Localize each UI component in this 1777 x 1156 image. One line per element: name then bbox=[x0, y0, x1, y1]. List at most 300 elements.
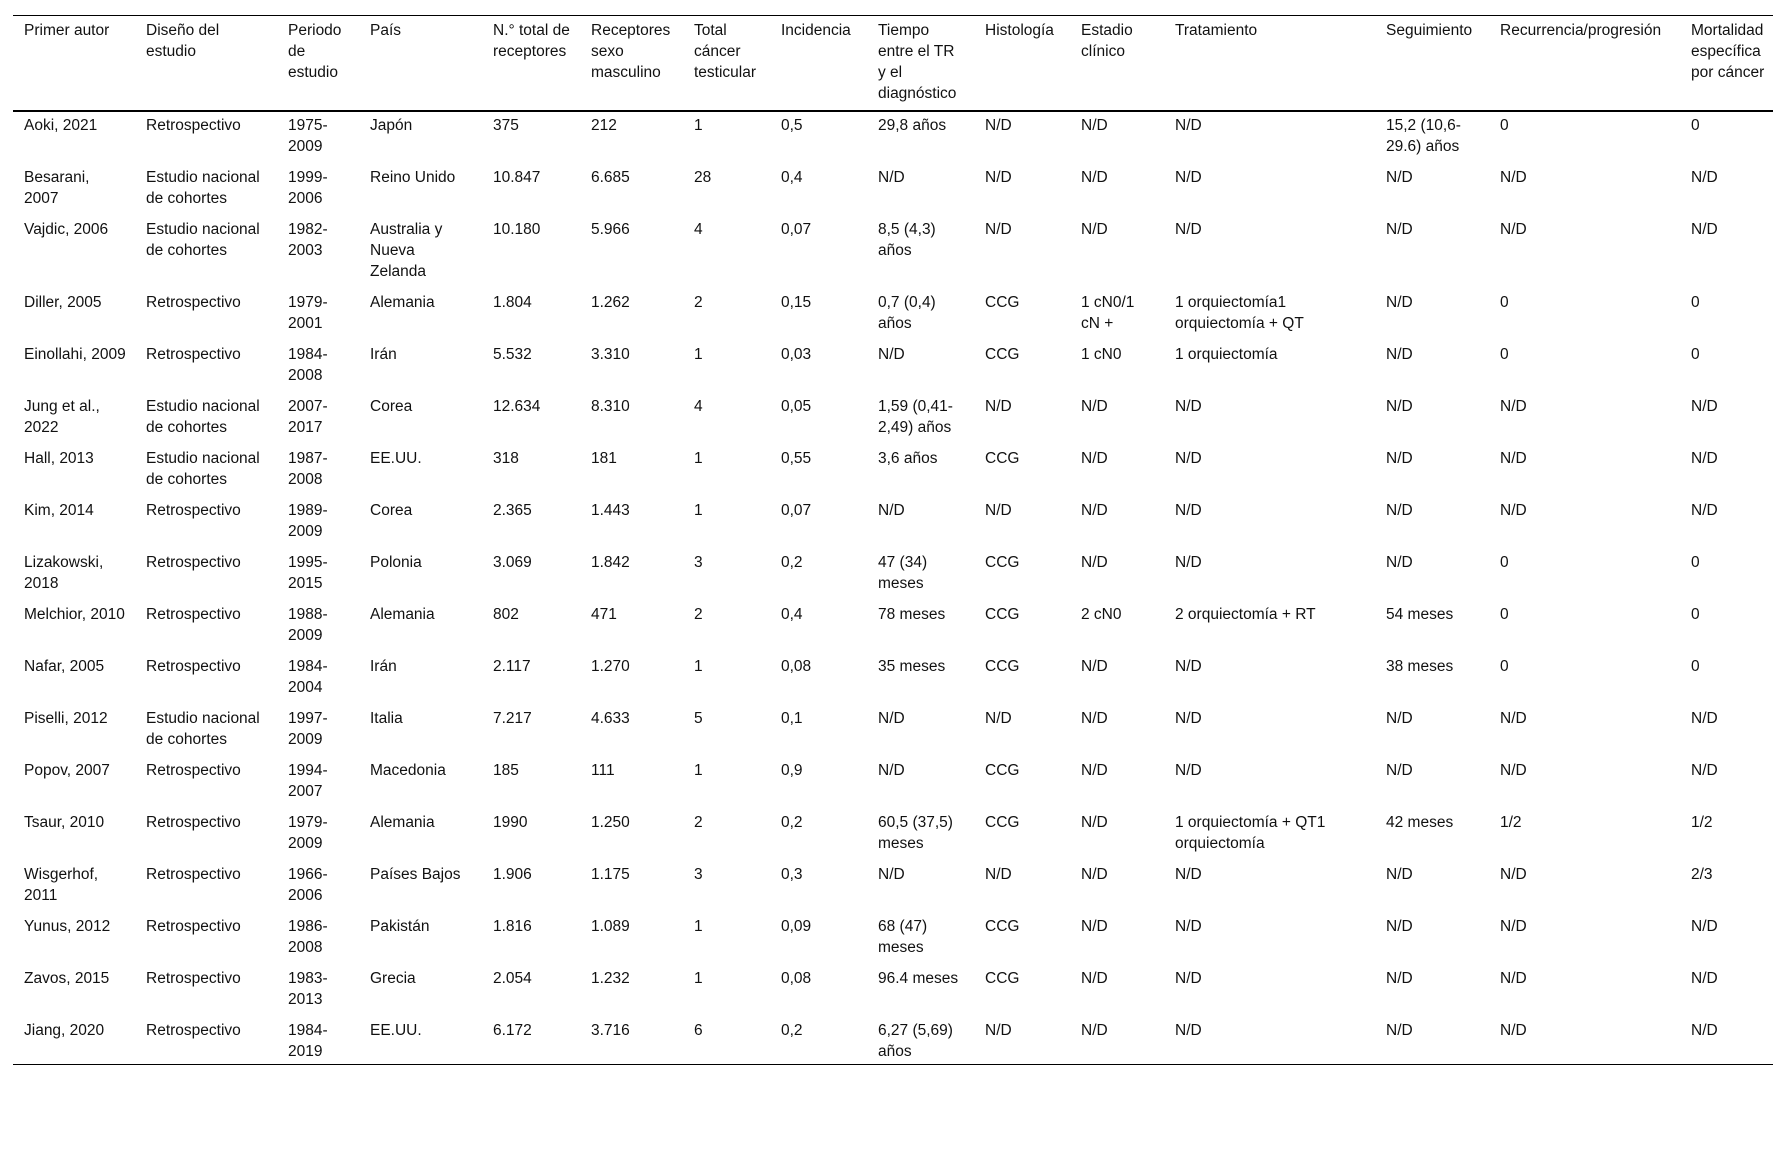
col-histologia-cell bbox=[974, 1012, 1070, 1065]
cell-value: Alemania bbox=[370, 294, 435, 311]
col-receptores-masculino-cell bbox=[580, 492, 683, 544]
table-row bbox=[13, 492, 1773, 544]
cell-value: CCG bbox=[985, 450, 1020, 467]
col-diseno-estudio-cell bbox=[135, 648, 277, 700]
col-pais-cell bbox=[359, 211, 482, 284]
cell-value: N/D bbox=[1175, 398, 1202, 415]
col-total-receptores-cell bbox=[482, 544, 580, 596]
cell-value: N/D bbox=[878, 762, 905, 779]
cell-value: N/D bbox=[1081, 762, 1108, 779]
cell-value: Estudio nacional de cohortes bbox=[146, 221, 265, 259]
cell-value: N/D bbox=[985, 117, 1012, 134]
col-tiempo-diagnostico-header bbox=[867, 16, 974, 112]
header-label: Incidencia bbox=[781, 22, 851, 39]
cell-value: N/D bbox=[1175, 1022, 1202, 1039]
col-estadio-clinico-cell bbox=[1070, 211, 1164, 284]
col-primer-autor-cell bbox=[13, 856, 135, 908]
col-seguimiento-cell bbox=[1375, 596, 1489, 648]
cell-value: 1/2 bbox=[1500, 814, 1522, 831]
header-label: Periodo de estudio bbox=[288, 22, 346, 81]
cell-value: Retrospectivo bbox=[146, 918, 241, 935]
cell-value: N/D bbox=[1175, 502, 1202, 519]
cell-value: Alemania bbox=[370, 814, 435, 831]
cell-value: 1990 bbox=[493, 814, 528, 831]
col-pais-cell bbox=[359, 960, 482, 1012]
col-diseno-estudio-cell bbox=[135, 752, 277, 804]
col-periodo-estudio-cell bbox=[277, 752, 359, 804]
col-seguimiento-cell bbox=[1375, 284, 1489, 336]
col-total-cancer-cell bbox=[683, 159, 770, 211]
cell-value: 6.172 bbox=[493, 1022, 532, 1039]
cell-value: 2 bbox=[694, 606, 703, 623]
cell-value: Estudio nacional de cohortes bbox=[146, 398, 265, 436]
cell-value: N/D bbox=[1081, 658, 1108, 675]
col-mortalidad-cell bbox=[1680, 700, 1773, 752]
cell-value: Zavos, 2015 bbox=[24, 970, 110, 987]
col-total-receptores-header bbox=[482, 16, 580, 112]
col-recurrencia-cell bbox=[1489, 440, 1680, 492]
col-incidencia-cell bbox=[770, 544, 867, 596]
table-row bbox=[13, 960, 1773, 1012]
col-receptores-masculino-cell bbox=[580, 960, 683, 1012]
col-mortalidad-cell bbox=[1680, 804, 1773, 856]
cell-value: N/D bbox=[878, 710, 905, 727]
col-tiempo-diagnostico-cell bbox=[867, 159, 974, 211]
cell-value: 1/2 bbox=[1691, 814, 1713, 831]
cell-value: 1966-2006 bbox=[288, 866, 328, 904]
col-recurrencia-cell bbox=[1489, 856, 1680, 908]
col-periodo-estudio-cell bbox=[277, 440, 359, 492]
cell-value: 2007-2017 bbox=[288, 398, 328, 436]
cell-value: 42 meses bbox=[1386, 814, 1454, 831]
col-primer-autor-cell bbox=[13, 752, 135, 804]
col-total-cancer-cell bbox=[683, 388, 770, 440]
cell-value: 1999-2006 bbox=[288, 169, 328, 207]
cell-value: 2.117 bbox=[493, 658, 531, 675]
col-total-receptores-cell bbox=[482, 492, 580, 544]
col-recurrencia-cell bbox=[1489, 700, 1680, 752]
col-primer-autor-cell bbox=[13, 544, 135, 596]
cell-value: 2.365 bbox=[493, 502, 532, 519]
col-total-cancer-cell bbox=[683, 960, 770, 1012]
col-primer-autor-cell bbox=[13, 336, 135, 388]
col-total-cancer-cell bbox=[683, 544, 770, 596]
cell-value: 212 bbox=[591, 117, 617, 134]
col-receptores-masculino-cell bbox=[580, 648, 683, 700]
cell-value: N/D bbox=[1175, 866, 1202, 883]
col-incidencia-cell bbox=[770, 1012, 867, 1065]
col-histologia-cell bbox=[974, 648, 1070, 700]
col-total-cancer-cell bbox=[683, 752, 770, 804]
col-primer-autor-cell bbox=[13, 492, 135, 544]
col-total-cancer-cell bbox=[683, 596, 770, 648]
cell-value: Retrospectivo bbox=[146, 866, 241, 883]
cell-value: 3 bbox=[694, 554, 703, 571]
col-primer-autor-cell bbox=[13, 211, 135, 284]
col-tiempo-diagnostico-cell bbox=[867, 908, 974, 960]
col-histologia-cell bbox=[974, 211, 1070, 284]
cell-value: 0 bbox=[1500, 346, 1509, 363]
header-label: Mortalidad específica por cáncer bbox=[1691, 22, 1768, 81]
cell-value: 0,55 bbox=[781, 450, 812, 467]
header-label: Tiempo entre el TR y el diagnóstico bbox=[878, 22, 959, 102]
cell-value: CCG bbox=[985, 970, 1020, 987]
col-estadio-clinico-cell bbox=[1070, 908, 1164, 960]
cell-value: 1 bbox=[694, 346, 703, 363]
header-label: Recurrencia/progresión bbox=[1500, 22, 1662, 39]
cell-value: 0 bbox=[1500, 658, 1509, 675]
col-mortalidad-cell bbox=[1680, 388, 1773, 440]
cell-value: 0 bbox=[1500, 294, 1509, 311]
cell-value: N/D bbox=[1691, 169, 1718, 186]
cell-value: N/D bbox=[985, 398, 1012, 415]
col-total-receptores-cell bbox=[482, 596, 580, 648]
table-row bbox=[13, 159, 1773, 211]
col-receptores-masculino-cell bbox=[580, 440, 683, 492]
col-histologia-cell bbox=[974, 960, 1070, 1012]
col-recurrencia-cell bbox=[1489, 284, 1680, 336]
cell-value: 96.4 meses bbox=[878, 970, 959, 987]
col-primer-autor-cell bbox=[13, 1012, 135, 1065]
col-tratamiento-cell bbox=[1164, 1012, 1375, 1065]
cell-value: Wisgerhof, 2011 bbox=[24, 866, 103, 904]
col-pais-cell bbox=[359, 544, 482, 596]
col-receptores-masculino-cell bbox=[580, 336, 683, 388]
col-diseno-estudio-cell bbox=[135, 804, 277, 856]
cell-value: Pakistán bbox=[370, 918, 430, 935]
col-tratamiento-cell bbox=[1164, 960, 1375, 1012]
cell-value: N/D bbox=[1386, 762, 1413, 779]
col-mortalidad-cell bbox=[1680, 336, 1773, 388]
col-total-cancer-cell bbox=[683, 211, 770, 284]
cell-value: N/D bbox=[1081, 502, 1108, 519]
cell-value: N/D bbox=[1691, 918, 1718, 935]
col-recurrencia-cell bbox=[1489, 159, 1680, 211]
cell-value: N/D bbox=[1500, 866, 1527, 883]
col-seguimiento-cell bbox=[1375, 492, 1489, 544]
cell-value: 35 meses bbox=[878, 658, 946, 675]
cell-value: N/D bbox=[1386, 346, 1413, 363]
cell-value: N/D bbox=[1691, 398, 1718, 415]
col-histologia-cell bbox=[974, 492, 1070, 544]
col-seguimiento-cell bbox=[1375, 648, 1489, 700]
col-diseno-estudio-header bbox=[135, 16, 277, 112]
cell-value: Retrospectivo bbox=[146, 1022, 241, 1039]
cell-value: 6,27 (5,69) años bbox=[878, 1022, 958, 1060]
cell-value: 6 bbox=[694, 1022, 703, 1039]
header-label: Tratamiento bbox=[1175, 22, 1258, 39]
cell-value: 181 bbox=[591, 450, 617, 467]
col-tratamiento-cell bbox=[1164, 700, 1375, 752]
cell-value: N/D bbox=[1691, 221, 1718, 238]
cell-value: N/D bbox=[1500, 710, 1527, 727]
col-periodo-estudio-header bbox=[277, 16, 359, 112]
cell-value: Retrospectivo bbox=[146, 970, 241, 987]
table-row bbox=[13, 284, 1773, 336]
cell-value: Corea bbox=[370, 398, 413, 415]
col-receptores-masculino-cell bbox=[580, 388, 683, 440]
cell-value: 0,3 bbox=[781, 866, 803, 883]
col-mortalidad-cell bbox=[1680, 648, 1773, 700]
cell-value: 5.966 bbox=[591, 221, 630, 238]
col-mortalidad-cell bbox=[1680, 284, 1773, 336]
col-estadio-clinico-cell bbox=[1070, 544, 1164, 596]
cell-value: 1 bbox=[694, 918, 703, 935]
col-histologia-cell bbox=[974, 284, 1070, 336]
col-incidencia-header bbox=[770, 16, 867, 112]
col-tiempo-diagnostico-cell bbox=[867, 960, 974, 1012]
cell-value: N/D bbox=[1386, 169, 1413, 186]
col-diseno-estudio-cell bbox=[135, 960, 277, 1012]
col-estadio-clinico-cell bbox=[1070, 856, 1164, 908]
col-estadio-clinico-cell bbox=[1070, 700, 1164, 752]
col-pais-cell bbox=[359, 700, 482, 752]
cell-value: N/D bbox=[1691, 450, 1718, 467]
cell-value: 1.270 bbox=[591, 658, 630, 675]
table-body bbox=[13, 111, 1773, 1065]
cell-value: 2 bbox=[694, 814, 703, 831]
cell-value: N/D bbox=[1386, 450, 1413, 467]
cell-value: CCG bbox=[985, 554, 1020, 571]
col-estadio-clinico-cell bbox=[1070, 492, 1164, 544]
cell-value: N/D bbox=[1691, 970, 1718, 987]
col-histologia-cell bbox=[974, 388, 1070, 440]
table-row bbox=[13, 440, 1773, 492]
col-estadio-clinico-cell bbox=[1070, 1012, 1164, 1065]
col-pais-cell bbox=[359, 336, 482, 388]
cell-value: 1979-2009 bbox=[288, 814, 328, 852]
cell-value: N/D bbox=[1081, 554, 1108, 571]
col-periodo-estudio-cell bbox=[277, 960, 359, 1012]
cell-value: 1,59 (0,41-2,49) años bbox=[878, 398, 953, 436]
cell-value: 1.175 bbox=[591, 866, 630, 883]
cell-value: 1 bbox=[694, 450, 703, 467]
cell-value: Reino Unido bbox=[370, 169, 456, 186]
col-seguimiento-cell bbox=[1375, 111, 1489, 159]
col-incidencia-cell bbox=[770, 111, 867, 159]
col-periodo-estudio-cell bbox=[277, 700, 359, 752]
cell-value: N/D bbox=[1081, 970, 1108, 987]
col-receptores-masculino-cell bbox=[580, 159, 683, 211]
cell-value: 0 bbox=[1500, 554, 1509, 571]
cell-value: N/D bbox=[1175, 658, 1202, 675]
cell-value: 7.217 bbox=[493, 710, 532, 727]
cell-value: 0,2 bbox=[781, 554, 803, 571]
col-mortalidad-header bbox=[1680, 16, 1773, 112]
col-recurrencia-cell bbox=[1489, 596, 1680, 648]
cell-value: 0 bbox=[1691, 346, 1700, 363]
cell-value: 1 bbox=[694, 117, 703, 134]
col-tratamiento-cell bbox=[1164, 804, 1375, 856]
cell-value: N/D bbox=[1175, 970, 1202, 987]
cell-value: 0,15 bbox=[781, 294, 812, 311]
cell-value: Retrospectivo bbox=[146, 762, 241, 779]
col-total-cancer-cell bbox=[683, 492, 770, 544]
col-seguimiento-cell bbox=[1375, 544, 1489, 596]
col-mortalidad-cell bbox=[1680, 111, 1773, 159]
col-incidencia-cell bbox=[770, 908, 867, 960]
cell-value: N/D bbox=[1500, 1022, 1527, 1039]
cell-value: 0 bbox=[1691, 658, 1700, 675]
col-total-receptores-cell bbox=[482, 908, 580, 960]
cell-value: 4.633 bbox=[591, 710, 630, 727]
col-seguimiento-cell bbox=[1375, 752, 1489, 804]
table-row bbox=[13, 908, 1773, 960]
header-label: País bbox=[370, 22, 402, 39]
header-label: Primer autor bbox=[24, 22, 110, 39]
cell-value: 10.180 bbox=[493, 221, 541, 238]
cell-value: 1 orquiectomía1 orquiectomía + QT bbox=[1175, 294, 1304, 332]
cell-value: 0,08 bbox=[781, 658, 812, 675]
col-total-receptores-cell bbox=[482, 440, 580, 492]
cell-value: 60,5 (37,5) meses bbox=[878, 814, 958, 852]
cell-value: Polonia bbox=[370, 554, 422, 571]
col-receptores-masculino-header bbox=[580, 16, 683, 112]
cell-value: 1982-2003 bbox=[288, 221, 328, 259]
col-tiempo-diagnostico-cell bbox=[867, 492, 974, 544]
col-receptores-masculino-cell bbox=[580, 284, 683, 336]
cell-value: N/D bbox=[985, 866, 1012, 883]
cell-value: Einollahi, 2009 bbox=[24, 346, 126, 363]
col-mortalidad-cell bbox=[1680, 596, 1773, 648]
col-total-cancer-cell bbox=[683, 700, 770, 752]
col-receptores-masculino-cell bbox=[580, 544, 683, 596]
cell-value: 1 bbox=[694, 970, 703, 987]
cell-value: N/D bbox=[1081, 1022, 1108, 1039]
col-histologia-cell bbox=[974, 804, 1070, 856]
col-incidencia-cell bbox=[770, 648, 867, 700]
header-label: Seguimiento bbox=[1386, 22, 1473, 39]
cell-value: N/D bbox=[1081, 866, 1108, 883]
col-tratamiento-cell bbox=[1164, 492, 1375, 544]
cell-value: 1986-2008 bbox=[288, 918, 328, 956]
col-total-receptores-cell bbox=[482, 388, 580, 440]
table-row bbox=[13, 596, 1773, 648]
cell-value: Jung et al., 2022 bbox=[24, 398, 105, 436]
cell-value: Aoki, 2021 bbox=[24, 117, 98, 134]
col-pais-cell bbox=[359, 284, 482, 336]
col-tiempo-diagnostico-cell bbox=[867, 544, 974, 596]
cell-value: Retrospectivo bbox=[146, 346, 241, 363]
cell-value: N/D bbox=[1386, 1022, 1413, 1039]
table-container bbox=[13, 15, 1773, 1065]
cell-value: N/D bbox=[1175, 117, 1202, 134]
col-receptores-masculino-cell bbox=[580, 856, 683, 908]
table-row bbox=[13, 1012, 1773, 1065]
col-tratamiento-cell bbox=[1164, 752, 1375, 804]
cell-value: 29,8 años bbox=[878, 117, 947, 134]
col-incidencia-cell bbox=[770, 284, 867, 336]
col-incidencia-cell bbox=[770, 388, 867, 440]
cell-value: N/D bbox=[878, 169, 905, 186]
col-diseno-estudio-cell bbox=[135, 284, 277, 336]
cell-value: 5 bbox=[694, 710, 703, 727]
table-row bbox=[13, 111, 1773, 159]
col-primer-autor-cell bbox=[13, 648, 135, 700]
col-receptores-masculino-cell bbox=[580, 908, 683, 960]
col-primer-autor-cell bbox=[13, 388, 135, 440]
col-seguimiento-cell bbox=[1375, 159, 1489, 211]
col-periodo-estudio-cell bbox=[277, 596, 359, 648]
col-seguimiento-cell bbox=[1375, 1012, 1489, 1065]
cell-value: 2/3 bbox=[1691, 866, 1713, 883]
col-recurrencia-cell bbox=[1489, 1012, 1680, 1065]
col-primer-autor-cell bbox=[13, 159, 135, 211]
cell-value: 68 (47) meses bbox=[878, 918, 932, 956]
col-mortalidad-cell bbox=[1680, 856, 1773, 908]
cell-value: N/D bbox=[1386, 294, 1413, 311]
cell-value: 185 bbox=[493, 762, 519, 779]
col-histologia-cell bbox=[974, 856, 1070, 908]
cell-value: 47 (34) meses bbox=[878, 554, 932, 592]
cell-value: 3 bbox=[694, 866, 703, 883]
col-primer-autor-header bbox=[13, 16, 135, 112]
cell-value: N/D bbox=[1386, 398, 1413, 415]
cell-value: N/D bbox=[1081, 450, 1108, 467]
cell-value: Estudio nacional de cohortes bbox=[146, 710, 265, 748]
cell-value: 2.054 bbox=[493, 970, 532, 987]
col-histologia-cell bbox=[974, 440, 1070, 492]
col-diseno-estudio-cell bbox=[135, 159, 277, 211]
cell-value: N/D bbox=[878, 346, 905, 363]
col-periodo-estudio-cell bbox=[277, 908, 359, 960]
cell-value: 1988-2009 bbox=[288, 606, 328, 644]
col-recurrencia-cell bbox=[1489, 908, 1680, 960]
header-label: N.° total de receptores bbox=[493, 22, 575, 60]
cell-value: 28 bbox=[694, 169, 712, 186]
col-estadio-clinico-cell bbox=[1070, 752, 1164, 804]
col-estadio-clinico-header bbox=[1070, 16, 1164, 112]
cell-value: Yunus, 2012 bbox=[24, 918, 111, 935]
col-tiempo-diagnostico-cell bbox=[867, 700, 974, 752]
cell-value: 1 orquiectomía + QT1 orquiectomía bbox=[1175, 814, 1330, 852]
col-tratamiento-cell bbox=[1164, 856, 1375, 908]
col-periodo-estudio-cell bbox=[277, 336, 359, 388]
col-receptores-masculino-cell bbox=[580, 1012, 683, 1065]
col-estadio-clinico-cell bbox=[1070, 804, 1164, 856]
col-diseno-estudio-cell bbox=[135, 336, 277, 388]
col-pais-cell bbox=[359, 908, 482, 960]
col-total-receptores-cell bbox=[482, 336, 580, 388]
col-total-cancer-cell bbox=[683, 284, 770, 336]
cell-value: Australia y Nueva Zelanda bbox=[370, 221, 447, 280]
cell-value: Jiang, 2020 bbox=[24, 1022, 105, 1039]
cell-value: Retrospectivo bbox=[146, 658, 241, 675]
col-tiempo-diagnostico-cell bbox=[867, 752, 974, 804]
cell-value: N/D bbox=[1175, 554, 1202, 571]
col-mortalidad-cell bbox=[1680, 1012, 1773, 1065]
col-total-cancer-cell bbox=[683, 111, 770, 159]
col-pais-header bbox=[359, 16, 482, 112]
col-incidencia-cell bbox=[770, 596, 867, 648]
cell-value: N/D bbox=[1386, 502, 1413, 519]
cell-value: N/D bbox=[1500, 221, 1527, 238]
cell-value: 1 bbox=[694, 762, 703, 779]
cell-value: Retrospectivo bbox=[146, 294, 241, 311]
col-periodo-estudio-cell bbox=[277, 159, 359, 211]
col-total-receptores-cell bbox=[482, 700, 580, 752]
col-mortalidad-cell bbox=[1680, 908, 1773, 960]
cell-value: CCG bbox=[985, 814, 1020, 831]
cell-value: N/D bbox=[1500, 398, 1527, 415]
cell-value: CCG bbox=[985, 294, 1020, 311]
cell-value: N/D bbox=[1081, 814, 1108, 831]
cell-value: Nafar, 2005 bbox=[24, 658, 105, 675]
col-estadio-clinico-cell bbox=[1070, 596, 1164, 648]
col-histologia-cell bbox=[974, 159, 1070, 211]
cell-value: N/D bbox=[1081, 221, 1108, 238]
col-seguimiento-cell bbox=[1375, 856, 1489, 908]
